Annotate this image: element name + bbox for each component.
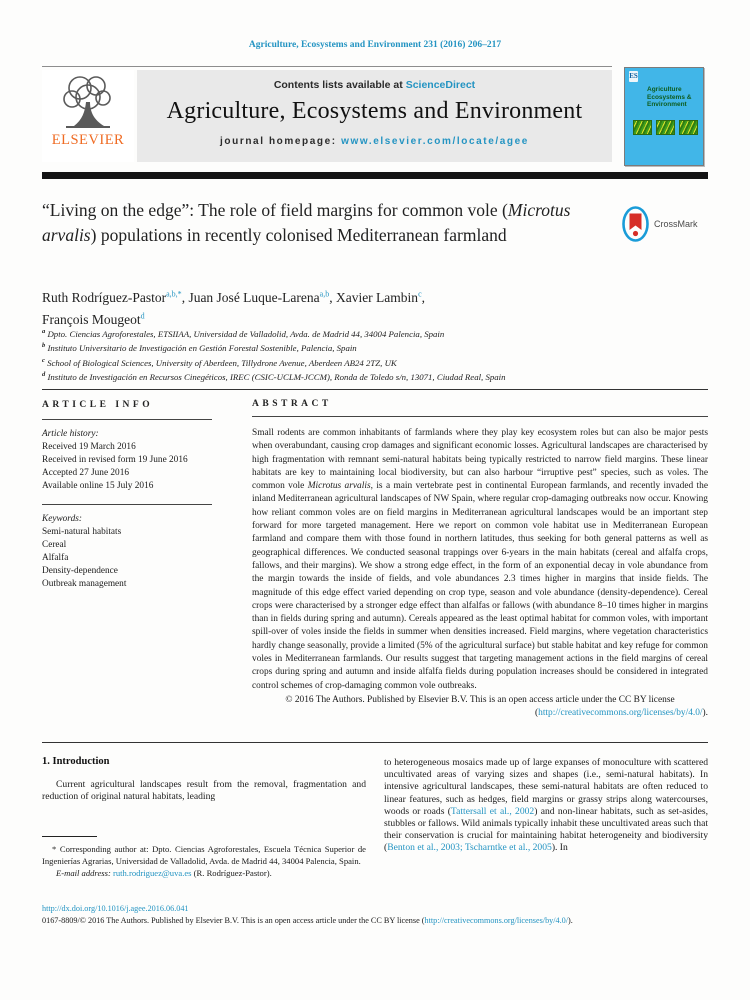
keyword-item: Outbreak management [42, 579, 127, 589]
header-divider-bar [42, 172, 708, 179]
author: Juan José Luque-Larena$^{a,b}$, [188, 289, 336, 305]
article-info-heading: ARTICLE INFO [42, 400, 154, 410]
body-right-column: to heterogeneous mosaics made up of large expanses of monoculture with scattered uncultivated areas of varying sizes and shapes (i.e., semi-natural habitats). In intensive agricultural landscapes, these semi-natural habitats are often reduced to linear features, such as hedges, field margins or grassy strips along watercourses, woods or roads (Tattersall et al., 2002) and non-linear habitats, such as set-asides, stubbles or fallows. Wild animals typically inhabit these uncultivated areas such that their conservation is crucial for maintaining habitat heterogeneity and biodiversity (Benton et al., 2003; Tscharntke et al., 2005). In [384, 757, 708, 854]
history-item: Available online 15 July 2016 [42, 481, 154, 491]
keyword-item: Semi-natural habitats [42, 527, 122, 537]
intro-paragraph: Current agricultural landscapes result from the removal, fragmentation and reduction of original natural habitats, leading [42, 779, 366, 803]
author-affiliation-sup: a,b,* [166, 289, 182, 298]
journal-cover-thumbnail [624, 67, 704, 166]
contents-prefix: Contents lists available at [273, 79, 406, 91]
crossmark-icon [622, 206, 649, 242]
cc-license-link[interactable]: http://creativecommons.org/licenses/by/4.0/ [538, 708, 703, 719]
cover-title: Agriculture Ecosystems & Environment [647, 86, 692, 108]
corresponding-author-footnote [42, 836, 366, 879]
journal-reference: Agriculture, Ecosystems and Environment 231 (2016) 206–217 [248, 40, 502, 50]
header-top-rule [42, 66, 612, 67]
citation-link[interactable]: Tattersall et al., 2002 [450, 805, 535, 817]
footer-cc-link[interactable]: http://creativecommons.org/licenses/by/4.0/ [424, 915, 569, 925]
author: François Mougeot$^d$ [42, 311, 145, 327]
article-info-column [42, 399, 212, 591]
contents-line [137, 79, 612, 91]
author-list [42, 284, 662, 329]
divider [42, 504, 212, 505]
elsevier-wordmark: ELSEVIER [51, 132, 125, 148]
crossmark-badge[interactable] [622, 204, 726, 244]
article-history-label: Article history: [42, 429, 99, 439]
title-segment: ) populations in recently colonised Mediterranean farmland [90, 225, 507, 245]
introduction-heading: 1. Introduction [42, 756, 110, 767]
keyword-item: Cereal [42, 540, 67, 550]
title-species-italic: Microtus arvalis [42, 200, 571, 245]
affiliation: $^c$ School of Biological Sciences, University of Aberdeen, Tillydrone Avenue, Aberdeen AB24 2TZ, UK [42, 356, 397, 368]
affiliation-list [42, 326, 692, 384]
footnote-email-line: E-mail address: ruth.rodriguez@uva.es (R. Rodríguez-Pastor). [56, 868, 272, 878]
elsevier-logo [42, 70, 134, 162]
affiliation: $^a$ Dpto. Ciencias Agroforestales, ETSIIAA, Universidad de Valladolid, Avda. de Madrid 44, 34004 Palencia, Spain [42, 328, 445, 339]
page-footer [42, 903, 722, 926]
journal-homepage-line [137, 136, 612, 147]
section-divider [42, 389, 708, 390]
keyword-item: Alfalfa [42, 553, 69, 563]
keywords-label: Keywords: [42, 514, 82, 524]
article-title [42, 198, 607, 248]
author-affiliation-sup: a,b [319, 289, 330, 298]
divider [42, 419, 212, 420]
journal-header-band [137, 70, 612, 162]
author-affiliation-sup: c [418, 289, 422, 298]
keyword-item: Density-dependence [42, 566, 118, 576]
cover-field-image [656, 120, 675, 135]
citation-link[interactable]: Benton et al., 2003; Tscharntke et al., 2005 [387, 842, 552, 854]
cover-field-image [679, 120, 698, 135]
history-item: Received in revised form 19 June 2016 [42, 455, 188, 465]
copyright-line: © 2016 The Authors. Published by Elsevier B.V. This is an open access article under the CC BY license [285, 694, 675, 705]
crossmark-label: CrossMark [654, 219, 698, 229]
homepage-link[interactable]: www.elsevier.com/locate/agee [341, 136, 529, 147]
author-affiliation-sup: d [140, 311, 145, 321]
elsevier-tree-icon [58, 72, 118, 134]
cover-mini-logo: ES [629, 72, 638, 80]
journal-title: Agriculture, Ecosystems and Environment [166, 98, 583, 124]
affiliation: $^d$ Instituto de Investigación en Recursos Cinegéticos, IREC (CSIC-UCLM-JCCM), Ronda de Toledo s/n, 13071, Ciudad Real, Spain [42, 371, 506, 383]
sciencedirect-link[interactable]: ScienceDirect [405, 79, 476, 91]
abstract-text: Small rodents are common inhabitants of farmlands where they play key ecosystem roles but can also be major pests when overabundant, causing crop damages and significant economic losses. Agricultural landscapes are characterised by high fragmentation with remnant semi-natural habitats being typically restricted to narrow field margins. These linear habitats are key to maintaining local biodiversity, but can also harbour “irruptive pest” species, such as voles. The common vole Microtus arvalis, is a main vertebrate pest in continental European farmlands, and recently invaded the inland Mediterranean agricultural landscapes of NW Spain, where regular crop-damaging outbreaks now occur. Knowing how reliant common voles are on field margins in Mediterranean agricultural landscapes would be an important step forward for more targeted management. Here we report on common vole habitat use in Mediterranean European farmland and compare them with those found in northern latitudes, thus seeking for both general patterns as well as geographical differences. We conducted seasonal trappings over 6-years in the main habitats (cereal and alfalfa crops, fallows, and their margins). We show a strong edge effect, in the form of an exponential decay in vole abundance from the margin towards the inside of fields, and vole abundances 2.3 times higher in margins that inside fields. The magnitude of this edge effect varied depending on crop type, season and vole abundance (density-dependence). Cereal crops were characterised by a stronger edge effect than alfalfas or fallows (with abundance 8–10 times higher in margins than in fields during spring and autumn). Cereals appeared as the least optimal habitat for common voles, with important spill-over of voles inside the fields in summer when densities increased. Field margins, where vegetation characteristics hardly change seasonally, provide a limited (5% of the agricultural surface) but stable habitat and key refuge for common voles in Mediterranean farmlands. Our results suggest that targeting management actions in the field margins of cereal crops during spring and autumn and inside alfalfa fields during population increases should be considered in integrated control schemes of crop-damaging common vole outbreaks. [252, 428, 708, 691]
doi-link[interactable]: http://dx.doi.org/10.1016/j.agee.2016.06.041 [42, 904, 189, 913]
title-segment: “Living on the edge”: The role of field margins for common vole ( [42, 200, 508, 220]
species-italic: Microtus arvalis [307, 481, 371, 492]
homepage-label: journal homepage: [220, 136, 342, 147]
abstract-column [252, 399, 708, 721]
email-link[interactable]: ruth.rodriguez@uva.es [112, 868, 192, 878]
cover-field-image [633, 120, 652, 135]
footer-license-line: 0167-8809/© 2016 The Authors. Published by Elsevier B.V. This is an open access article under the CC BY license (http://creativecommons.org/licenses/by/4.0/). [42, 915, 573, 925]
divider [252, 416, 708, 417]
affiliation: $^b$ Instituto Universitario de Investigación en Gestión Forestal Sostenible, Palencia, Spain [42, 342, 357, 354]
email-label: E-mail address: [56, 868, 113, 878]
history-item: Accepted 27 June 2016 [42, 468, 130, 478]
cover-field-thumbnails [633, 120, 699, 135]
footnote-divider [42, 836, 97, 837]
section-divider [42, 742, 708, 743]
footnote-text: * Corresponding author at: Dpto. Ciencias Agroforestales, Escuela Técnica Superior de Ingenierías Agrarias, Universidad de Valladolid, Avda. de Madrid 44, 34004 Palencia, Spain. [42, 844, 366, 866]
history-item: Received 19 March 2016 [42, 442, 136, 452]
abstract-heading: ABSTRACT [252, 399, 332, 409]
author: Ruth Rodríguez-Pastor$^{a,b,*}$, [42, 289, 189, 305]
body-left-column [42, 756, 366, 803]
author: Xavier Lambin$^c$, [335, 289, 425, 305]
copyright-license-line: (http://creativecommons.org/licenses/by/4.0/). [535, 708, 708, 719]
